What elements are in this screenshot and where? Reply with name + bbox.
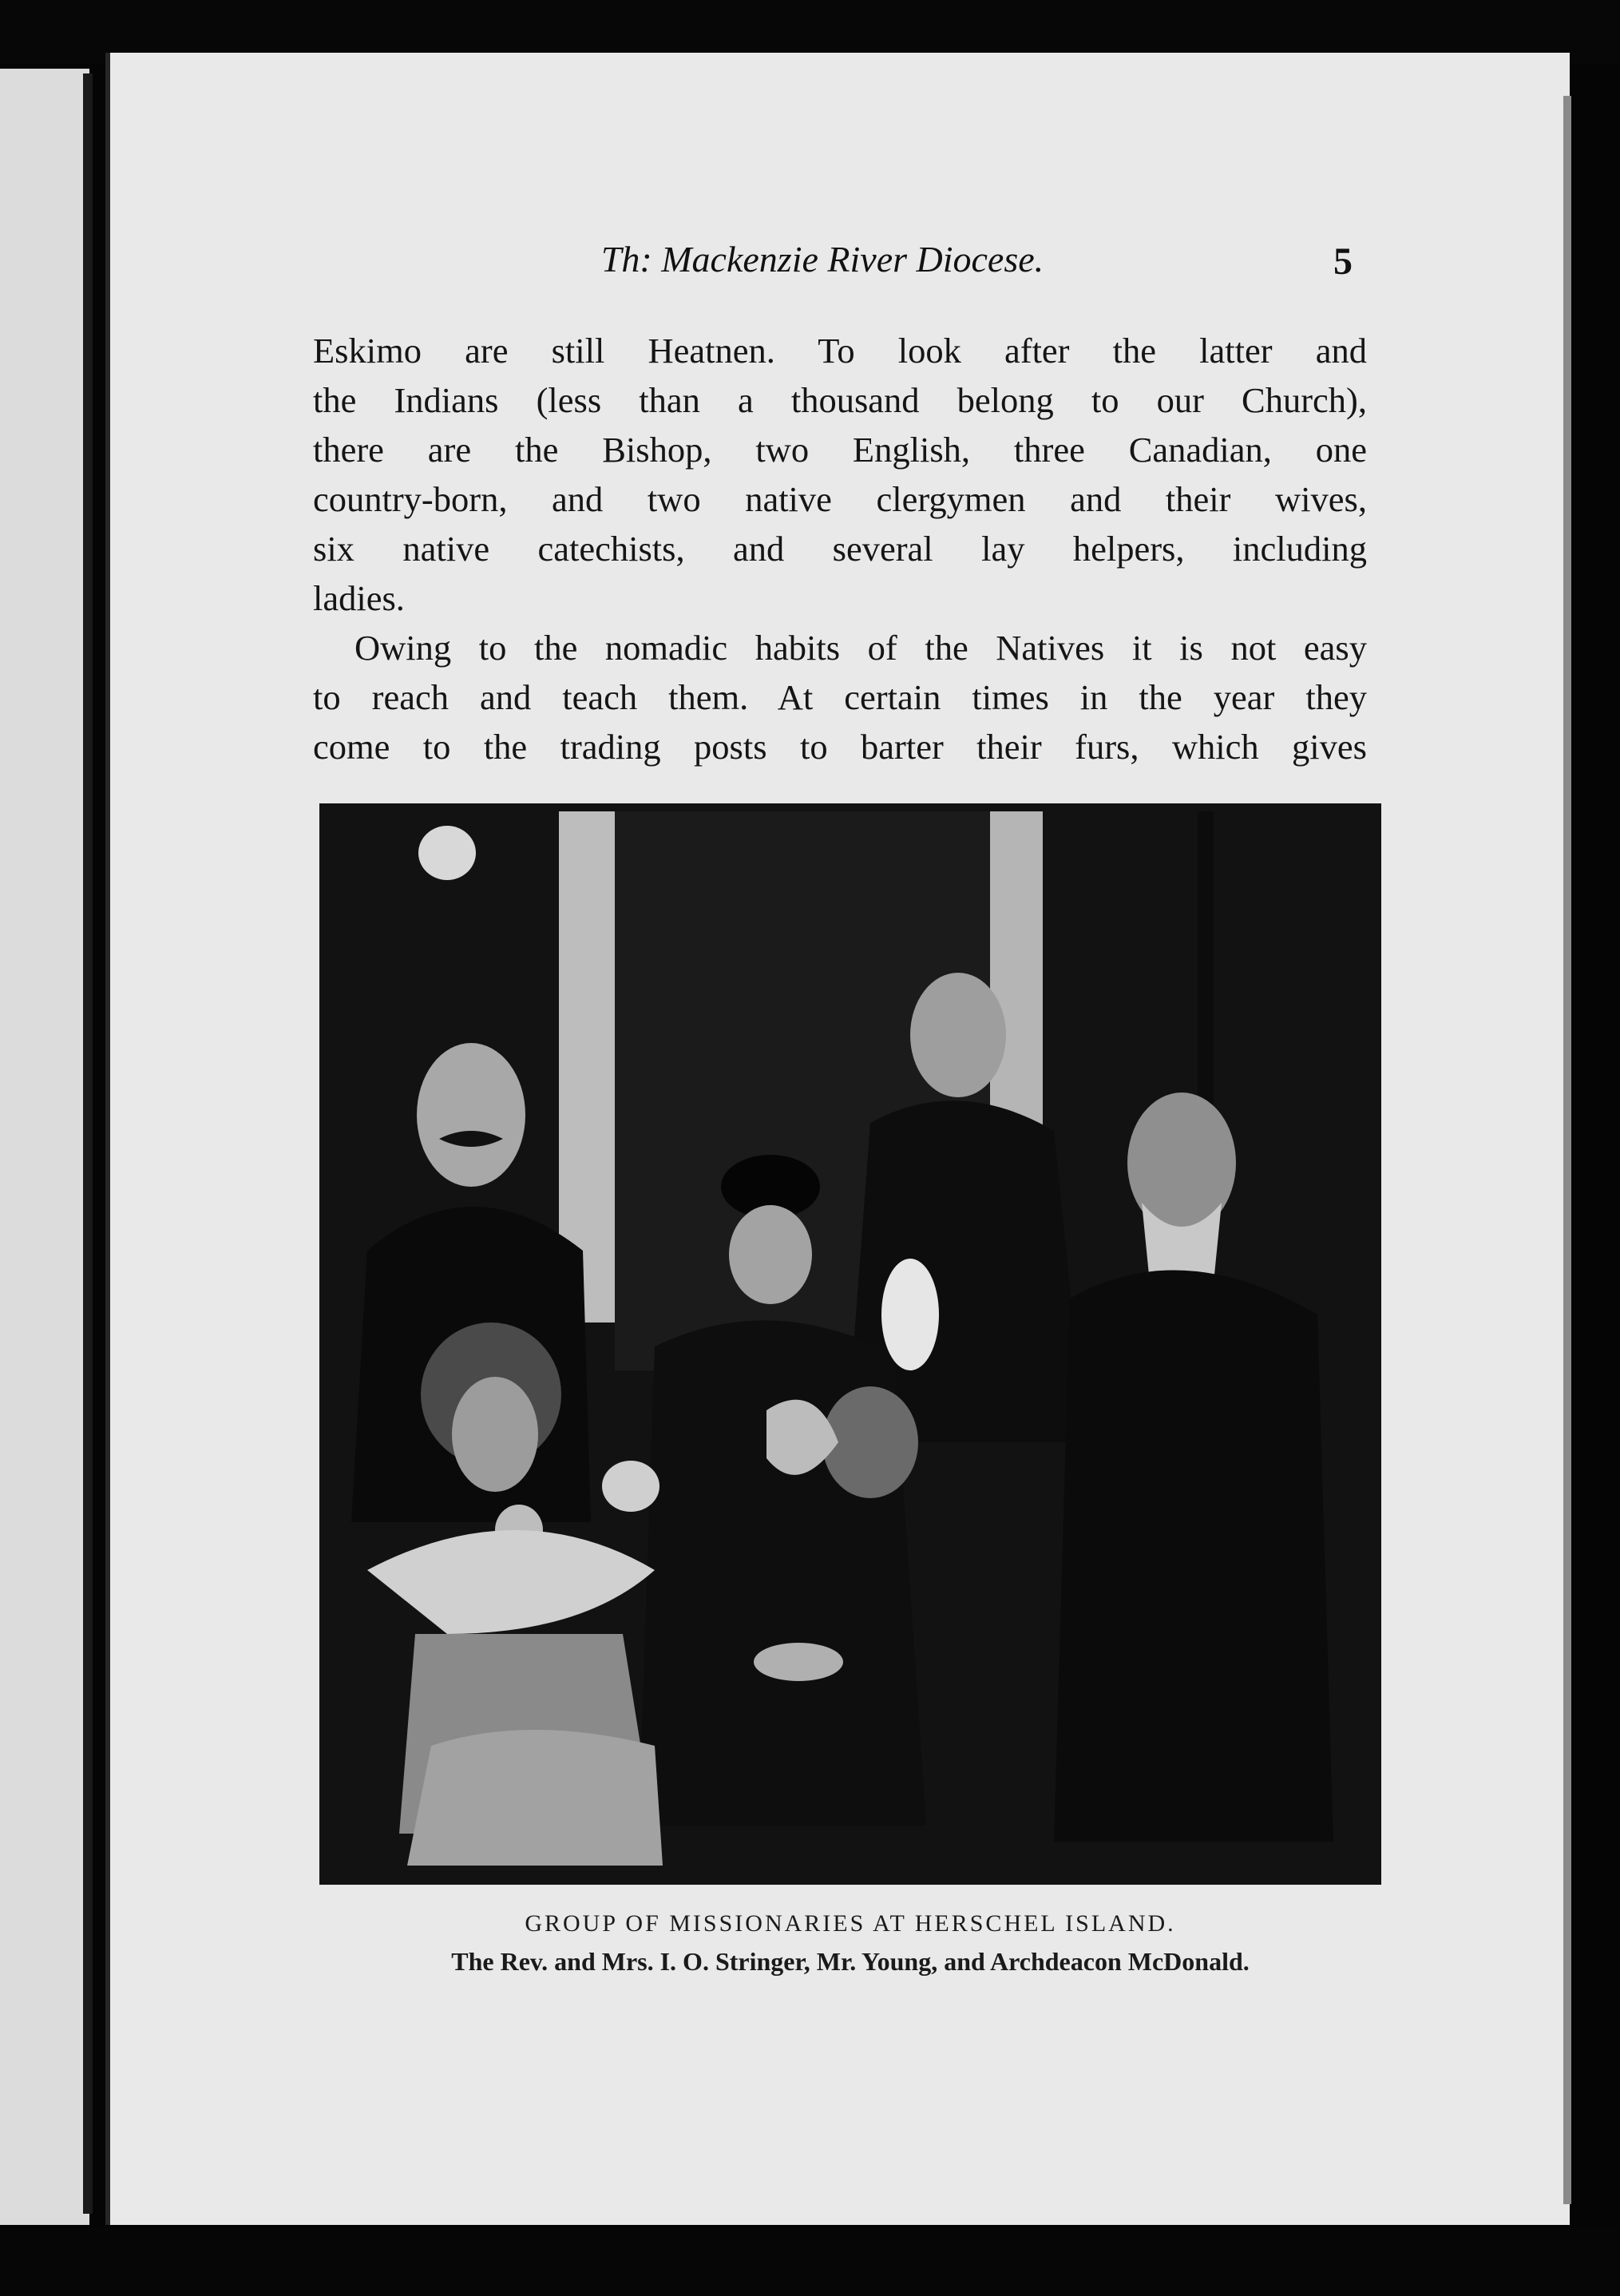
body-text [313, 326, 1367, 771]
text-line: Owing to the nomadic habits of the Natives it is not easy [354, 628, 1367, 668]
text-line: country-born, and two native clergymen and their wives, [313, 479, 1367, 519]
book-gutter [83, 73, 93, 2214]
group-photograph [319, 803, 1381, 1885]
figure-caption-names: The Rev. and Mrs. I. O. Stringer, Mr. Young, and Archdeacon McDonald. [451, 1947, 1250, 1976]
running-head: Th: Mackenzie River Diocese. [600, 239, 1044, 280]
figure-caption-title: GROUP OF MISSIONARIES AT HERSCHEL ISLAND. [525, 1910, 1176, 1937]
facing-page-edge [0, 69, 89, 2225]
scan-bottom-border [0, 2228, 1620, 2296]
text-line: the Indians (less than a thousand belong to our Church), [313, 380, 1367, 420]
text-line: come to the trading posts to barter their furs, which gives [313, 727, 1367, 767]
text-line: Eskimo are still Heatnen. To look after the latter and [313, 331, 1367, 371]
text-line: six native catechists, and several lay helpers, including [313, 529, 1367, 569]
text-line: there are the Bishop, two English, three Canadian, one [313, 430, 1367, 470]
text-line: ladies. [313, 578, 405, 618]
text-line: to reach and teach them. At certain times in the year they [313, 677, 1367, 717]
page-number: 5 [1333, 240, 1353, 283]
page-edge-shadow [1563, 96, 1571, 2204]
photograph-illustration [319, 803, 1381, 1885]
